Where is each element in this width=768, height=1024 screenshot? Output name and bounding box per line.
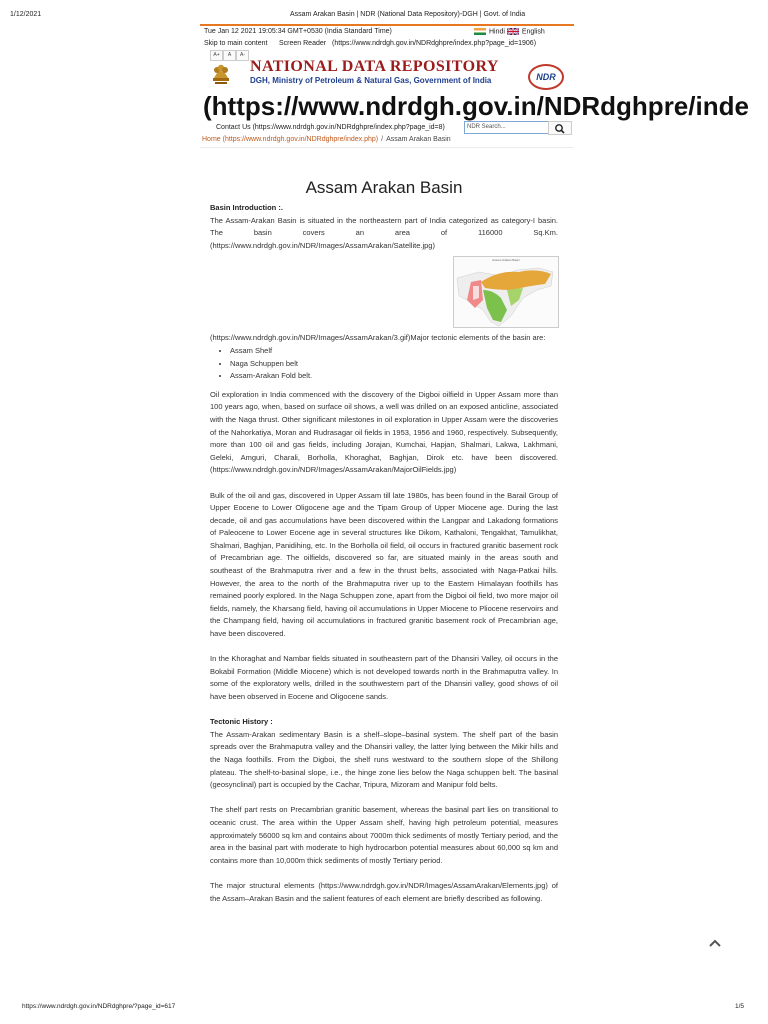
- header-divider: [200, 147, 574, 148]
- bulk-paragraph: Bulk of the oil and gas, discovered in Upper Assam till late 1980s, has been found in the Barail Group of Upper Eocene to Lower Oligocene age and the Tipam Group of Upper Miocene age. During the last decade, oil and gas accumulations have been discovered within the Langpar and Lakadong formations of Paleocene to Lower Eocene age in several structures like Dikom, Kathaloni, Tengakhat, Tamulikhat, Shalmari, Baghjan, Panidihing, etc. In the Borholla oil field, oil occurs in fractured granitic basement rock of Precambrian age. The oilfields, discovered so far, are situated mainly in the areas south and southeast of the Brahmaputra river and a few in the thrust belts, associated with Naga-Patkai hills. However, the area to the north of the Brahmaputra river up to the Eastern Himalayan foothills has remained poorly explored. In the Naga Schuppen zone, apart from the Digboi oil field, two more major oil fields, namely, the Kharsang field, having oil accumulations in Upper Miocene to Pliocene reservoirs and the Champang field, having oil accumulations in fractured granitic basement rock of Precambrian age, have been discovered.: [210, 490, 558, 639]
- india-flag-icon: [474, 28, 486, 35]
- contact-link[interactable]: Contact Us (https://www.ndrdgh.gov.in/NDRdghpre/index.php?page_id=8): [216, 124, 445, 131]
- font-increase-button[interactable]: A+: [210, 50, 223, 61]
- font-decrease-button[interactable]: A-: [236, 50, 249, 61]
- print-footer-url: https://www.ndrdgh.gov.in/NDRdghpre/?page_id=617: [22, 1003, 176, 1010]
- shelf-paragraph: The shelf part rests on Precambrian granitic basement, whereas the basinal part lies on transitional to oceanic crust. The area within the Upper Assam shelf, having high petroleum potential, measures approximately 56000 sq km and contains about 7000m thick sediments of mostly Tertiary period, and the area in the basinal part with moderate to high hydrocarbon potential measures about 60,000 sq km and contains more than 10,000m thick sediments of mostly Tertiary period.: [210, 805, 558, 865]
- site-subtitle: DGH, Ministry of Petroleum & Natural Gas, Government of India: [250, 76, 492, 85]
- basin-map-image[interactable]: [453, 256, 559, 328]
- search-input[interactable]: NDR Search...: [464, 121, 551, 134]
- breadcrumb-current: Assam Arakan Basin: [386, 136, 451, 143]
- print-title: Assam Arakan Basin | NDR (National Data Repository)-DGH | Govt. of India: [290, 11, 526, 18]
- intro-heading: Basin Introduction :.: [210, 203, 283, 212]
- list-item: • Assam-Arakan Fold belt.: [230, 370, 558, 383]
- breadcrumb-separator: /: [381, 136, 384, 143]
- tectonic-elements-list: [210, 345, 558, 383]
- breadcrumb: [202, 136, 451, 143]
- chevron-up-icon: [708, 938, 722, 948]
- article-body: [210, 202, 558, 905]
- exploration-paragraph: Oil exploration in India commenced with the discovery of the Digboi oilfield in Upper Assam more than 100 years ago, when, based on surface oil shows, a well was drilled on an exposed anticline, associated with the Naga thrust. Other significant milestones in oil exploration in Upper Assam were the discoveries of the Nahorkatiya, Moran and Rudrasagar oil fields in 1953, 1956 and 1960, respectively. Subsequently, more than 100 oil and gas fields, including Jorajan, Kumchai, Hapjan, Shalmari, Lakwa, Lakhmani, Geleki, Amguri, Charali, Borholla, Khoraghat, Baghjan, Dirok etc. have been discovered. (https://www.ndrdgh.gov.in/NDR/Images/AssamArakan/MajorOilFields.jpg): [210, 389, 558, 475]
- intro-paragraph: The Assam-Arakan Basin is situated in the northeastern part of India categorized as category-I basin. The basin covers an area of 116000 Sq.Km. (https://www.ndrdgh.gov.in/NDR/Images/AssamArakan/Satellite.jpg): [210, 215, 558, 250]
- list-item: • Assam Shelf: [230, 345, 558, 358]
- screen-reader-url: (https://www.ndrdgh.gov.in/NDRdghpre/index.php?page_id=1906): [332, 40, 537, 47]
- elements-paragraph: The major structural elements (https://www.ndrdgh.gov.in/NDR/Images/AssamArakan/Elements.jpg) of the Assam–Arakan Basin and the salient features of each element are briefly described as following.: [210, 880, 558, 903]
- tectonic-intro: (https://www.ndrdgh.gov.in/NDR/Images/AssamArakan/3.gif)Major tectonic elements of the basin are:: [210, 333, 546, 343]
- tectonic-heading: Tectonic History :: [210, 717, 273, 727]
- datetime: Tue Jan 12 2021 19:05:34 GMT+0530 (India Standard Time): [204, 28, 392, 35]
- language-switch: [474, 28, 545, 35]
- search-button[interactable]: [548, 121, 572, 135]
- search-icon: [549, 123, 571, 135]
- national-emblem-icon: [208, 60, 234, 88]
- skip-link[interactable]: Skip to main content: [204, 40, 268, 47]
- scroll-to-top-button[interactable]: [708, 935, 722, 945]
- map-title: Assam Arakan Basin: [492, 258, 520, 263]
- list-item: • Naga Schuppen belt: [230, 358, 558, 371]
- accent-bar: [200, 24, 574, 26]
- lang-hindi-link[interactable]: Hindi: [488, 28, 505, 36]
- font-normal-button[interactable]: A: [223, 50, 236, 61]
- screen-reader-label: Screen Reader: [279, 40, 327, 47]
- breadcrumb-home-link[interactable]: Home (https://www.ndrdgh.gov.in/NDRdghpre/index.php): [202, 136, 379, 143]
- lang-english-link[interactable]: English: [521, 28, 545, 36]
- screen-reader-link[interactable]: [279, 40, 536, 47]
- ndr-logo[interactable]: NDR: [528, 64, 564, 90]
- print-date: 1/12/2021: [10, 11, 42, 18]
- page-title: Assam Arakan Basin: [305, 178, 463, 197]
- print-page-number: 1/5: [735, 1003, 745, 1010]
- uk-flag-icon: [507, 28, 519, 35]
- site-home-link[interactable]: (https://www.ndrdgh.gov.in/NDRdghpre/inde: [203, 91, 749, 121]
- khoraghat-paragraph: In the Khoraghat and Nambar fields situated in southeastern part of the Dhansiri Valley, oil occurs in the Bokabil Formation (Middle Miocene) which is not developed towards north in the Brahmaputra valley. In some of the exploratory wells, drilled in the southwestern part of the Dhansiri valley, good shows of oil have been observed in Eocene and Oligocene sands.: [210, 654, 558, 701]
- tectonic-paragraph: The Assam-Arakan sedimentary Basin is a shelf–slope–basinal system. The shelf part of the basin spreads over the Brahmaputra valley and the Dhansiri valley, the latter lying between the Mikir hills and the Naga foothills. From the Digboi, the shelf runs westward to the southern slope of the Shillong plateau. The shelf-to-basinal slope, i.e., the hinge zone lies below the Naga schuppen belt. The basinal (geosynclinal) part is occupied by the Cachar, Tripura, Mizoram and Manipur fold belts.: [210, 729, 558, 790]
- site-title: NATIONAL DATA REPOSITORY: [250, 58, 499, 75]
